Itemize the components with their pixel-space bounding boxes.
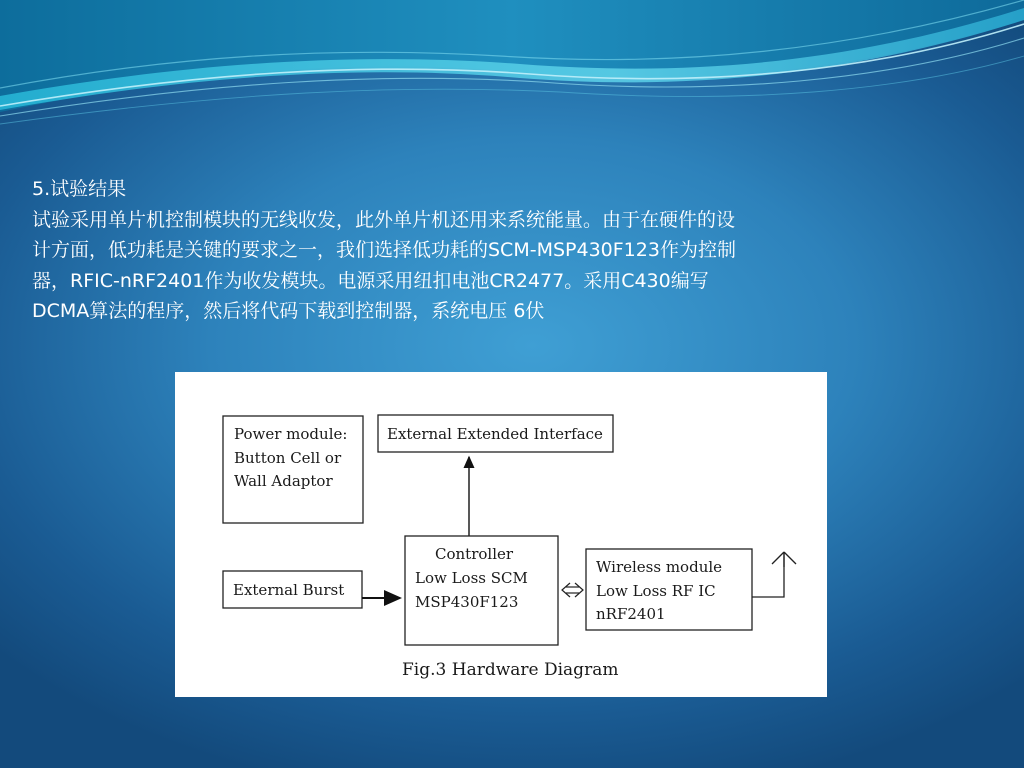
body-line-2: 计方面，低功耗是关键的要求之一，我们选择低功耗的SCM-MSP430F123作为控制 (32, 239, 736, 261)
bidirectional-arrow-icon (562, 583, 583, 597)
body-line-4: DCMA算法的程序，然后将代码下载到控制器，系统电压 6伏 (32, 300, 545, 322)
section-heading: 5.试验结果 (32, 178, 127, 200)
body-line-3: 器，RFIC-nRF2401作为收发模块。电源采用纽扣电池CR2477。采用C430编写 (32, 269, 709, 292)
slide-body-text (32, 174, 992, 327)
wireless-module-line-1: Wireless module (596, 558, 723, 576)
external-interface-label: External Extended Interface (387, 425, 603, 443)
power-module-line-1: Power module: (234, 425, 348, 443)
power-module-line-2: Button Cell or (234, 449, 342, 467)
hardware-diagram-figure (175, 372, 827, 697)
wireless-module-line-3: nRF2401 (596, 605, 666, 623)
hardware-diagram (175, 372, 827, 697)
decorative-wave-header (0, 0, 1024, 140)
controller-line-2: Low Loss SCM (415, 569, 528, 587)
external-burst-label: External Burst (233, 581, 345, 599)
power-module-line-3: Wall Adaptor (234, 472, 333, 490)
figure-caption: Fig.3 Hardware Diagram (402, 660, 619, 680)
body-line-1: 试验采用单片机控制模块的无线收发，此外单片机还用来系统能量。由于在硬件的设 (32, 208, 736, 231)
wireless-module-line-2: Low Loss RF IC (596, 582, 716, 600)
controller-line-1: Controller (435, 545, 514, 563)
antenna-icon (752, 552, 796, 597)
controller-line-3: MSP430F123 (415, 593, 519, 611)
